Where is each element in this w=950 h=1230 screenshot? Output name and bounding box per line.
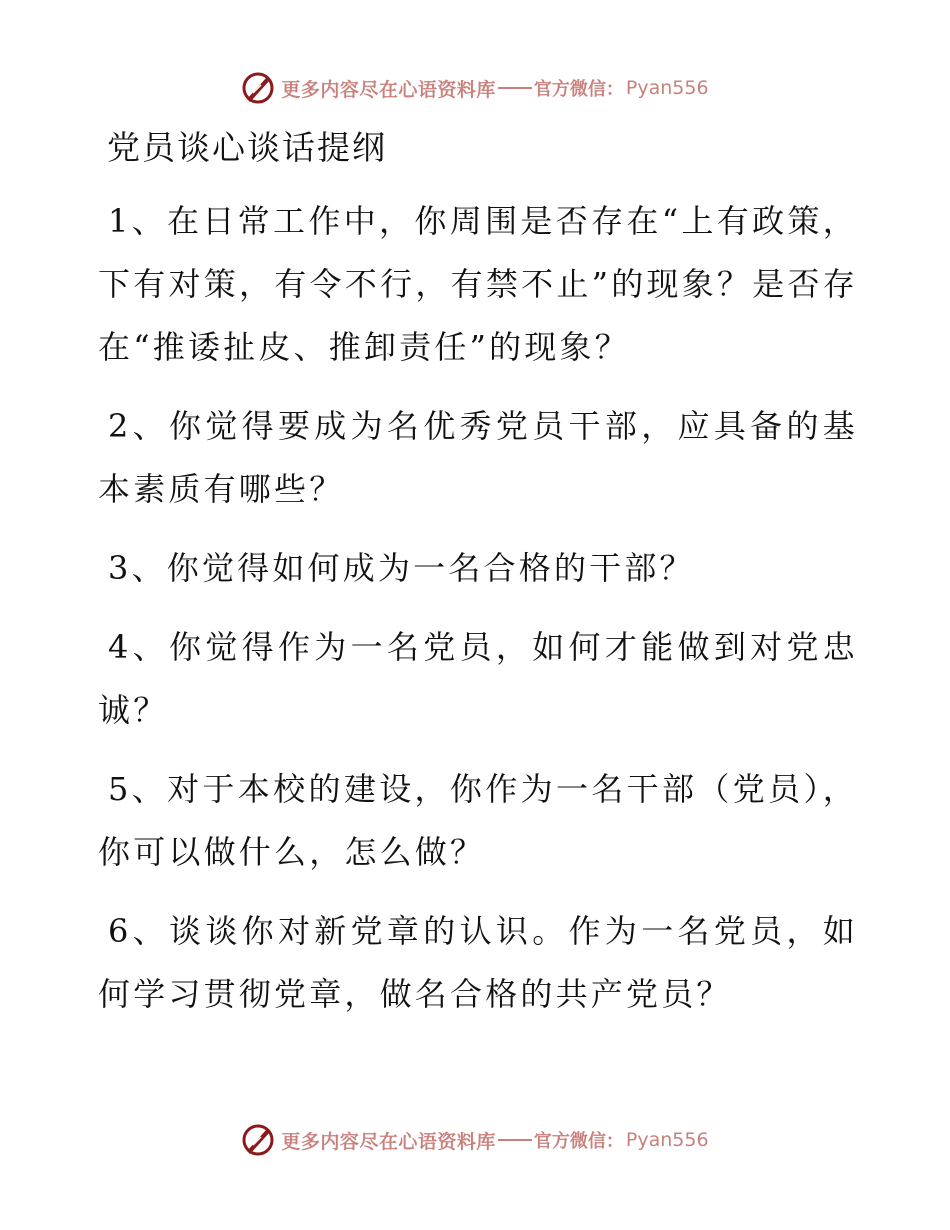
pen-circle-logo-icon	[241, 1123, 275, 1157]
watermark-separator	[498, 87, 532, 89]
watermark-site-text: 更多内容尽在心语资料库	[281, 78, 496, 101]
pen-circle-logo-icon	[241, 71, 275, 105]
footer-watermark	[0, 1120, 950, 1160]
outline-item-6: 6、谈谈你对新党章的认识。作为一名党员，如何学习贯彻党章，做名合格的共产党员？	[98, 912, 858, 1013]
watermark-label: 官方微信：	[533, 1131, 624, 1152]
watermark-site-text: 更多内容尽在心语资料库	[281, 1130, 496, 1153]
header-watermark	[0, 68, 950, 108]
outline-item-2: 2、你觉得要成为名优秀党员干部，应具备的基本素质有哪些？	[98, 407, 858, 508]
outline-item-5: 5、对于本校的建设，你作为一名干部（党员），你可以做什么，怎么做？	[98, 770, 858, 871]
watermark-separator	[498, 1139, 532, 1141]
watermark-account: Pyan556	[625, 77, 709, 99]
watermark-label: 官方微信：	[533, 79, 624, 100]
outline-item-1: 1、在日常工作中，你周围是否存在“上有政策，下有对策，有令不行，有禁不止”的现象？是否存在“推诿扯皮、推卸责任”的现象？	[98, 202, 858, 366]
watermark-account: Pyan556	[625, 1129, 709, 1151]
outline-item-3: 3、你觉得如何成为一名合格的干部？	[108, 549, 695, 587]
page-title: 党员谈心谈话提纲	[107, 128, 387, 167]
outline-list	[98, 190, 858, 1042]
outline-item-4: 4、你觉得作为一名党员，如何才能做到对党忠诚？	[98, 628, 858, 729]
